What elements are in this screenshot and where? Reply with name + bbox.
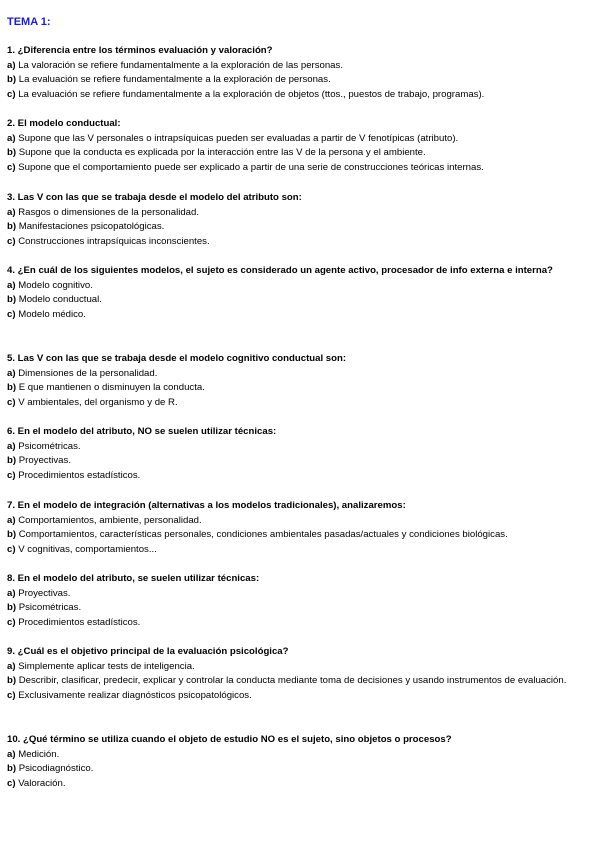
option-letter: b) [7,763,17,774]
answer-option-a [7,748,595,763]
question-text: 3. Las V con las que se trabaja desde el modelo del atributo son: [7,192,302,203]
option-letter: c) [7,469,16,481]
option-letter: c) [7,543,16,555]
option-text: Valoración. [18,777,66,789]
question-7 [7,499,595,557]
option-text: Exclusivamente realizar diagnósticos psicopatológicos. [18,689,252,701]
option-letter: a) [7,514,16,526]
option-letter: b) [7,221,17,232]
page-title: TEMA 1: [7,16,51,28]
option-text: Comportamientos, características personales, condiciones ambientales pasadas/actuales y condiciones biológicas. [18,529,508,540]
option-letter: b) [7,455,17,466]
answer-option-a [7,367,595,382]
option-text: Psicodiagnóstico. [18,763,94,774]
answer-option-c [7,543,595,558]
answer-option-c [7,616,595,631]
answer-option-a [7,279,595,294]
option-letter: c) [7,161,16,173]
answer-option-b [7,293,595,308]
answer-option-a [7,514,595,529]
option-text: La evaluación se refiere fundamentalmente a la exploración de personas. [18,74,331,85]
question-text: 10. ¿Qué término se utiliza cuando el objeto de estudio NO es el sujeto, sino objetos o procesos? [7,734,452,745]
question-text: 6. En el modelo del atributo, NO se suelen utilizar técnicas: [7,426,277,437]
option-text: Modelo cognitivo. [18,279,93,291]
option-text: Psicométricas. [18,602,82,613]
option-letter: a) [7,748,16,760]
question-text: 1. ¿Diferencia entre los términos evaluación y valoración? [7,45,273,56]
answer-option-a [7,59,595,74]
option-letter: a) [7,279,16,291]
option-text: Dimensiones de la personalidad. [18,367,158,379]
option-letter: b) [7,675,17,686]
option-letter: b) [7,74,17,85]
option-letter: c) [7,308,16,320]
question-2 [7,117,595,175]
answer-option-a [7,132,595,147]
option-text: Medición. [18,748,60,760]
option-text: Procedimientos estadísticos. [18,469,141,481]
answer-option-b [7,674,595,689]
option-text: Rasgos o dimensiones de la personalidad. [18,206,199,218]
option-text: Proyectivas. [18,587,71,599]
question-text: 9. ¿Cuál es el objetivo principal de la evaluación psicológica? [7,646,289,657]
option-letter: b) [7,147,17,158]
answer-option-b [7,601,595,616]
option-text: Supone que el comportamiento puede ser explicado a partir de una serie de construcciones teóricas internas. [18,161,484,173]
option-text: Modelo médico. [18,308,86,320]
option-letter: c) [7,689,16,701]
answer-option-a [7,440,595,455]
option-text: Construcciones intrapsíquicas inconscientes. [18,235,210,247]
option-letter: a) [7,440,16,452]
option-letter: c) [7,616,16,628]
answer-option-c [7,777,595,792]
option-letter: a) [7,660,16,672]
option-text: V ambientales, del organismo y de R. [18,396,178,408]
question-5 [7,352,595,410]
answer-option-b [7,762,595,777]
answer-option-a [7,206,595,221]
answer-option-c [7,88,595,103]
answer-option-b [7,381,595,396]
option-text: Supone que las V personales o intrapsíquicas pueden ser evaluadas a partir de V fenotípicas (atributo). [18,132,459,144]
option-letter: b) [7,294,17,305]
question-1 [7,44,595,102]
question-text: 2. El modelo conductual: [7,118,121,129]
option-letter: a) [7,132,16,144]
answer-option-c [7,396,595,411]
option-text: Supone que la conducta es explicada por la interacción entre las V de la persona y el ambiente. [18,147,426,158]
question-text: 5. Las V con las que se trabaja desde el modelo cognitivo conductual son: [7,353,347,364]
question-10 [7,733,595,791]
answer-option-b [7,454,595,469]
option-text: Manifestaciones psicopatológicas. [18,221,165,232]
option-text: Simplemente aplicar tests de inteligencia. [18,660,195,672]
option-letter: a) [7,587,16,599]
answer-option-c [7,469,595,484]
answer-option-a [7,587,595,602]
option-text: Psicométricas. [18,440,81,452]
option-letter: c) [7,235,16,247]
option-letter: a) [7,206,16,218]
answer-option-c [7,235,595,250]
question-text: 4. ¿En cuál de los siguientes modelos, el sujeto es considerado un agente activo, procesador de info externa e interna? [7,265,553,276]
question-text: 7. En el modelo de integración (alternativas a los modelos tradicionales), analizaremos: [7,500,406,511]
question-8 [7,572,595,630]
question-text: 8. En el modelo del atributo, se suelen utilizar técnicas: [7,573,260,584]
option-letter: c) [7,88,16,100]
option-letter: a) [7,59,16,71]
option-letter: b) [7,529,17,540]
option-text: La valoración se refiere fundamentalmente a la exploración de las personas. [18,59,343,71]
option-letter: c) [7,396,16,408]
question-3 [7,191,595,249]
answer-option-c [7,161,595,176]
answer-option-b [7,220,595,235]
answer-option-b [7,73,595,88]
answer-option-a [7,660,595,675]
answer-option-c [7,689,595,704]
option-letter: a) [7,367,16,379]
option-text: V cognitivas, comportamientos... [18,543,157,555]
option-text: La evaluación se refiere fundamentalmente a la exploración de objetos (ttos., puestos de trabajo, programas). [18,88,485,100]
option-text: Proyectivas. [18,455,71,466]
option-text: Comportamientos, ambiente, personalidad. [18,514,202,526]
option-letter: b) [7,382,17,393]
option-text: Procedimientos estadísticos. [18,616,141,628]
question-9 [7,645,595,703]
question-4 [7,264,595,322]
answer-option-c [7,308,595,323]
option-letter: b) [7,602,17,613]
answer-option-b [7,528,595,543]
option-letter: c) [7,777,16,789]
option-text: Describir, clasificar, predecir, explicar y controlar la conducta mediante toma de decisiones y usando instrumentos de evaluación. [18,675,567,686]
question-6 [7,425,595,483]
option-text: E que mantienen o disminuyen la conducta. [18,382,205,393]
answer-option-b [7,146,595,161]
option-text: Modelo conductual. [18,294,102,305]
